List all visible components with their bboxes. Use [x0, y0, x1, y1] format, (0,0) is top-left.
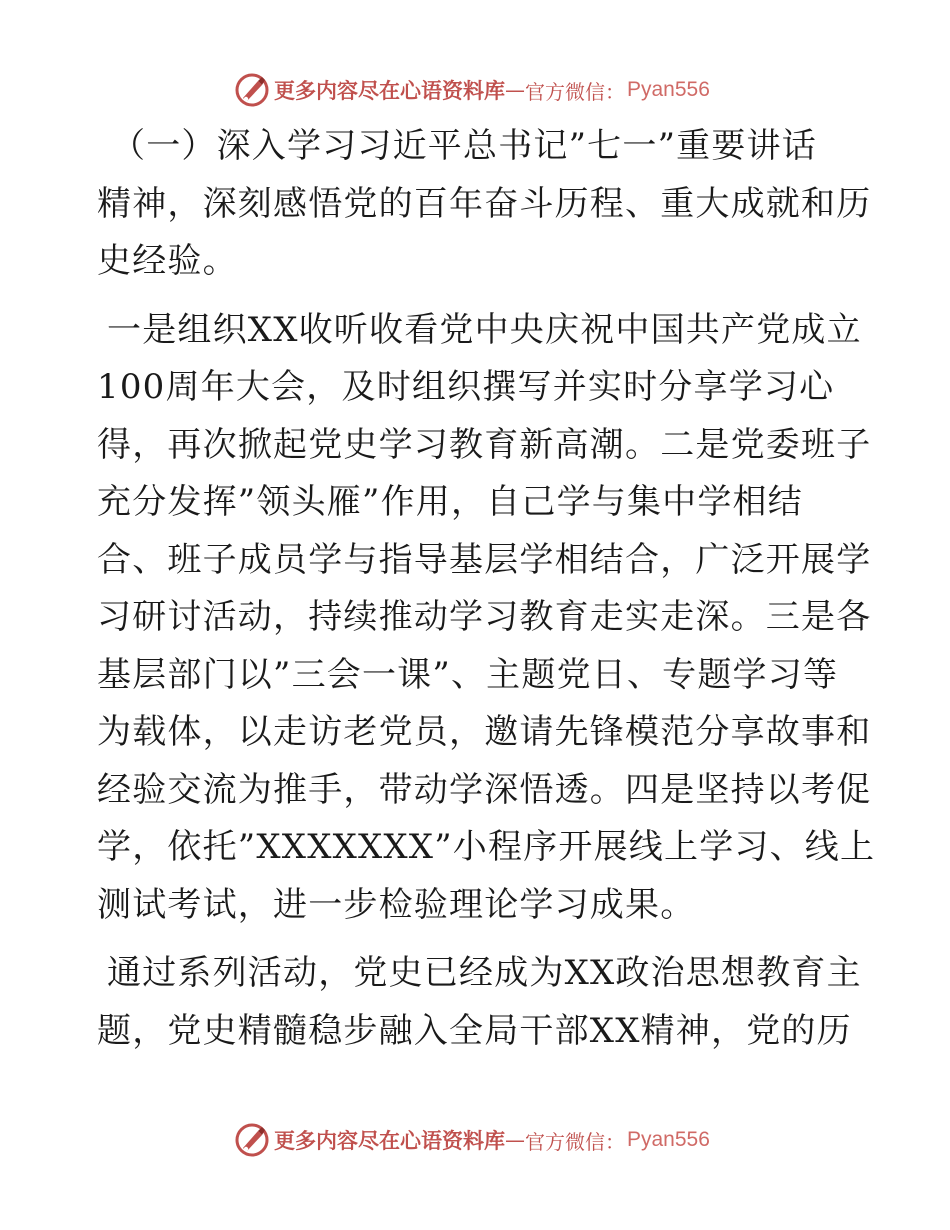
footer-banner-wechat-id: Pyan556: [627, 1128, 710, 1151]
header-banner-wechat-id: Pyan556: [627, 78, 710, 101]
paragraph-line: 通过系列活动，党史已经成为XX政治思想教育主: [107, 953, 862, 993]
heading-line: 精神，深刻感悟党的百年奋斗历程、重大成就和历: [97, 183, 872, 224]
footer-banner: [234, 1120, 714, 1160]
paragraph-line: 合、班子成员学与指导基层学相结合，广泛开展学: [97, 539, 872, 580]
header-banner-dash: —: [505, 78, 525, 102]
paragraph-2: [97, 945, 862, 1060]
paragraph-line: 充分发挥”领头雁”作用，自己学与集中学相结: [97, 482, 803, 522]
brand-logo-icon: [234, 1122, 270, 1158]
paragraph-line: 测试考试，进一步检验理论学习成果。: [97, 884, 696, 925]
paragraph-1: [97, 302, 876, 935]
brand-logo-icon: [234, 72, 270, 108]
header-banner-main-text: 更多内容尽在心语资料库: [274, 78, 505, 103]
heading-line: 史经验。: [97, 241, 238, 281]
footer-banner-official-label: 官方微信：: [525, 1129, 625, 1154]
paragraph-line: 一是组织XX收听收看党中央庆祝中国共产党成立: [107, 309, 862, 350]
header-banner-official-label: 官方微信：: [525, 79, 625, 104]
paragraph-line: 得，再次掀起党史学习教育新高潮。二是党委班子: [97, 424, 872, 465]
paragraph-line: 经验交流为推手，带动学深悟透。四是坚持以考促: [97, 769, 872, 810]
paragraph-line: 题，党史精髓稳步融入全局干部XX精神，党的历: [97, 1010, 852, 1051]
footer-banner-dash: —: [505, 1128, 525, 1152]
header-banner: [234, 70, 714, 110]
paragraph-line: 100周年大会，及时组织撰写并实时分享学习心: [97, 367, 835, 407]
heading-line: （一）深入学习习近平总书记”七一”重要讲话: [111, 126, 817, 166]
paragraph-line: 习研讨活动，持续推动学习教育走实走深。三是各: [97, 597, 872, 637]
section-heading: [97, 118, 872, 291]
paragraph-line: 为载体，以走访老党员，邀请先锋模范分享故事和: [97, 712, 872, 752]
footer-banner-main-text: 更多内容尽在心语资料库: [274, 1128, 505, 1153]
document-body: [97, 118, 876, 1060]
paragraph-line: 学，依托”XXXXXXX”小程序开展线上学习、线上: [97, 827, 876, 867]
paragraph-line: 基层部门以”三会一课”、主题党日、专题学习等: [97, 654, 839, 695]
